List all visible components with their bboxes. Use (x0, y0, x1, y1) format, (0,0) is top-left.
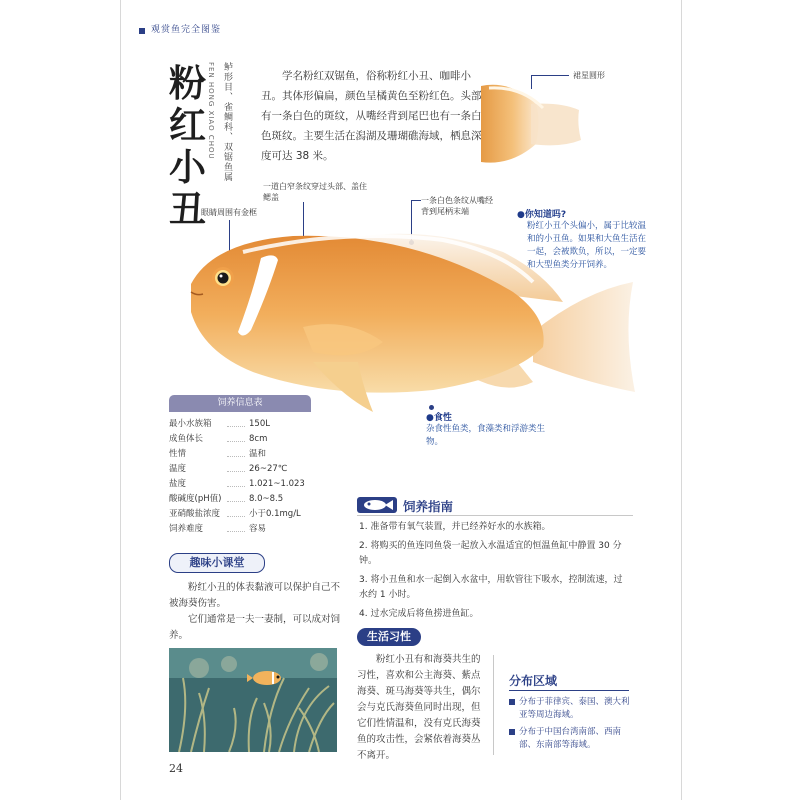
info-value: 150L (249, 419, 270, 429)
title-char: 粉 (169, 61, 206, 105)
running-header: 观赏鱼完全图鉴 (151, 25, 222, 35)
info-value: 8cm (249, 434, 268, 444)
fun-facts-title: 趣味小课堂 (169, 553, 265, 573)
anemone-photo (169, 648, 337, 752)
fun-fact-paragraph: 它们通常是一夫一妻制，可以成对饲养。 (169, 614, 341, 641)
did-you-know-body: 粉红小丑个头偏小，属于比较温和的小丑鱼。如果和大鱼生活在一起，会被欺负，所以，一定要和大型鱼类分开饲养。 (527, 221, 647, 270)
fun-fact-paragraph: 粉红小丑的体表黏液可以保护自己不被海葵伤害。 (169, 582, 341, 609)
tail-detail-image (481, 74, 591, 174)
tail-callout-label: 裙星圆形 (573, 71, 605, 80)
food-note (426, 410, 546, 449)
care-guide-list (359, 520, 629, 626)
title-char: 小 (169, 145, 206, 189)
distribution-list (509, 696, 634, 756)
eye-callout-label: 眼睛周围有金框 (201, 208, 257, 217)
info-value: 温和 (249, 449, 267, 459)
book-page (120, 0, 682, 800)
care-guide-title: 饲养指南 (403, 499, 454, 514)
guide-step: 2. 将购买的鱼连同鱼袋一起放入水温适宜的恒温鱼缸中静置 30 分钟。 (359, 541, 622, 566)
info-table-body (169, 412, 311, 537)
info-row (169, 432, 311, 447)
intro-paragraph: 学名粉红双锯鱼，俗称粉红小丑、咖啡小丑。其体形偏扁，颜色呈橘黄色至粉红色。头部有一条白色的斑纹，从嘴经背到尾巴也有一条白色斑纹。主要生活在潟湖及珊瑚礁海域，栖息深度可达 38 米。 (261, 70, 482, 162)
info-value: 小于0.1mg/L (249, 509, 301, 519)
info-key: 饲养难度 (169, 524, 204, 534)
back-stripe-callout-label: 一条白色条纹从嘴经背到尾柄末端 (421, 196, 493, 216)
info-row (169, 507, 311, 522)
distribution-item: 分布于菲律宾、泰国、澳大利亚等周边海域。 (509, 696, 634, 722)
info-value: 8.0~8.5 (249, 494, 284, 504)
column-divider (493, 655, 494, 755)
info-row (169, 492, 311, 507)
distribution-title: 分布区域 (509, 674, 558, 688)
header-marker (139, 28, 145, 34)
habits-title: 生活习性 (357, 628, 421, 646)
title-char: 红 (169, 103, 206, 147)
guide-step: 3. 将小丑鱼和水一起倒入水盆中，用软管往下吸水，控制流速，过水约 1 小时。 (359, 575, 623, 600)
guide-step: 4. 过水完成后将鱼捞进鱼缸。 (359, 609, 479, 619)
info-row (169, 522, 311, 537)
classification: 鲈形目、雀鲷科、双锯鱼属 (222, 62, 232, 182)
info-row (169, 417, 311, 432)
head-stripe-callout-label: 一道白窄条纹穿过头部、盖住鳃盖 (263, 182, 367, 202)
page-number: 24 (169, 762, 183, 775)
pinyin: FEN HONG XIAO CHOU (207, 62, 215, 160)
title-char: 丑 (169, 187, 206, 231)
distribution-item: 分布于中国台湾南部、西南部、东南部等海域。 (509, 726, 634, 752)
info-key: 酸碱度(pH值) (169, 494, 222, 504)
info-key: 性情 (169, 449, 187, 459)
info-value: 1.021~1.023 (249, 479, 305, 489)
pink-clownfish-illustration (183, 222, 638, 422)
food-body: 杂食性鱼类，食藻类和浮游类生物。 (426, 424, 546, 447)
info-key: 亚硝酸盐浓度 (169, 509, 221, 519)
guide-step: 1. 准备带有氧气装置，并已经养好水的水族箱。 (359, 522, 551, 532)
info-key: 温度 (169, 464, 187, 474)
care-info-table (169, 395, 311, 537)
fun-facts-text (169, 580, 341, 644)
food-title: ●食性 (426, 413, 452, 423)
info-value: 容易 (249, 524, 267, 534)
did-you-know-title: ●你知道吗? (517, 210, 567, 220)
fish-icon (357, 497, 397, 513)
info-row (169, 477, 311, 492)
habits-text: 粉红小丑有和海葵共生的习性，喜欢和公主海葵、紫点海葵、斑马海葵等共生，偶尔会与克氏海葵鱼同时出现，但它们性情温和，没有克氏海葵鱼的攻击性，会紧依着海葵丛不离开。 (357, 654, 481, 761)
info-row (169, 447, 311, 462)
info-value: 26~27℃ (249, 464, 288, 474)
info-key: 成鱼体长 (169, 434, 204, 444)
info-key: 最小水族箱 (169, 419, 212, 429)
info-row (169, 462, 311, 477)
info-key: 盐度 (169, 479, 187, 489)
info-table-title: 饲养信息表 (169, 395, 311, 412)
